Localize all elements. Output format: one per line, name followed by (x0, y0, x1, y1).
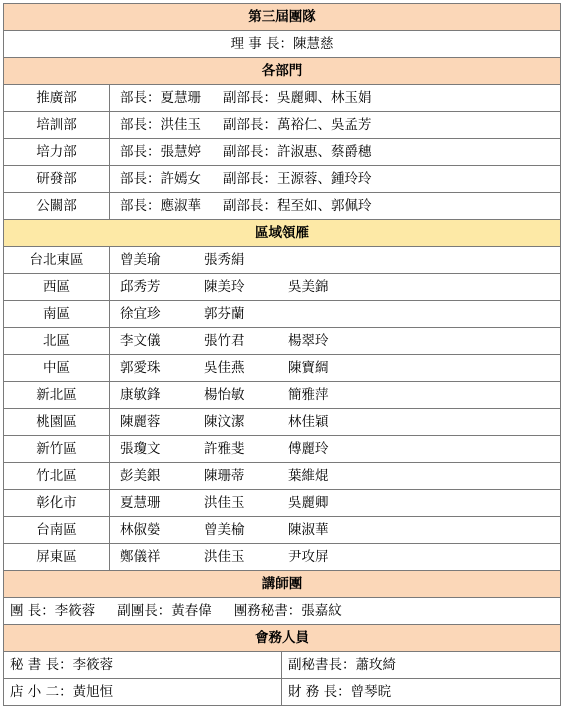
region-leaders (110, 382, 561, 409)
department-row (4, 112, 561, 139)
chairman-label: 理 事 長： (230, 36, 294, 52)
leader-name: 曾美瑜 (120, 252, 161, 268)
region-leaders (110, 274, 561, 301)
leader-name: 郭愛珠 (120, 360, 161, 376)
leader-name: 洪佳玉 (204, 549, 245, 565)
staff-header-row (4, 625, 561, 652)
head-label: 部長： (120, 90, 161, 106)
head-name: 洪佳玉 (160, 117, 201, 133)
leader-name: 傅麗玲 (288, 441, 329, 457)
region-row (4, 274, 561, 301)
leader-name: 林俶嫈 (120, 522, 161, 538)
staff-label: 店 小 二： (10, 684, 73, 700)
leader-name: 陳淑華 (288, 522, 329, 538)
department-name: 培力部 (4, 139, 110, 166)
region-leaders (110, 247, 561, 274)
deputy-label: 副部長： (223, 144, 277, 160)
deputy-names: 萬裕仁、吳孟芳 (277, 117, 372, 133)
region-leaders (110, 436, 561, 463)
leader-name: 李文儀 (120, 333, 161, 349)
deputy-label: 副部長： (223, 117, 277, 133)
region-name: 桃園區 (4, 409, 110, 436)
departments-title: 各部門 (4, 58, 561, 85)
chairman-name: 陳慧慈 (293, 36, 334, 52)
leader-name: 尹攻屏 (288, 549, 329, 565)
region-leaders (110, 517, 561, 544)
lecturer-name: 李筱蓉 (54, 603, 96, 619)
lecturers-row (4, 598, 561, 625)
department-leaders (110, 139, 561, 166)
deputy-names: 程至如、郭佩玲 (277, 198, 372, 214)
region-row (4, 409, 561, 436)
staff-name: 蕭玫綺 (355, 657, 396, 673)
lecturer-label: 團務秘書： (233, 603, 302, 619)
lecturer-label: 團 長： (10, 603, 55, 619)
deputy-names: 許淑惠、蔡爵穗 (277, 144, 372, 160)
leader-name: 康敏鋒 (120, 387, 161, 403)
leader-name: 葉維焜 (288, 468, 329, 484)
leader-name: 陳寶綢 (288, 360, 329, 376)
leader-name: 簡雅萍 (288, 387, 329, 403)
team-roster-table (3, 3, 561, 706)
leader-name: 陳美玲 (204, 279, 245, 295)
leader-name: 洪佳玉 (204, 495, 245, 511)
region-leaders (110, 409, 561, 436)
region-name: 彰化市 (4, 490, 110, 517)
leader-name: 張秀絹 (204, 252, 245, 268)
region-name: 新北區 (4, 382, 110, 409)
chairman-row (4, 31, 561, 58)
deputy-names: 吳麗卿、林玉娟 (277, 90, 372, 106)
head-name: 許嫣女 (160, 171, 201, 187)
regions-header-row (4, 220, 561, 247)
head-label: 部長： (120, 198, 161, 214)
region-leaders (110, 355, 561, 382)
leader-name: 鄭儀祥 (120, 549, 161, 565)
head-name: 應淑華 (160, 198, 201, 214)
leader-name: 郭芬蘭 (204, 306, 245, 322)
region-leaders (110, 463, 561, 490)
staff-row (4, 679, 561, 706)
team-title: 第三屆團隊 (4, 4, 561, 31)
team-title-row (4, 4, 561, 31)
region-name: 新竹區 (4, 436, 110, 463)
region-leaders (110, 328, 561, 355)
leader-name: 曾美榆 (204, 522, 245, 538)
leader-name: 陳汶潔 (204, 414, 245, 430)
region-row (4, 247, 561, 274)
region-row (4, 382, 561, 409)
region-row (4, 517, 561, 544)
staff-name: 李筱蓉 (72, 657, 114, 673)
head-label: 部長： (120, 171, 161, 187)
department-leaders (110, 193, 561, 220)
deputy-names: 王源蓉、鍾玲玲 (277, 171, 372, 187)
leader-name: 吳佳燕 (204, 360, 245, 376)
regions-title: 區域領雁 (4, 220, 561, 247)
region-row (4, 436, 561, 463)
leader-name: 陳珊蒂 (204, 468, 245, 484)
region-name: 中區 (4, 355, 110, 382)
region-row (4, 544, 561, 571)
leader-name: 吳美錦 (288, 279, 329, 295)
region-name: 竹北區 (4, 463, 110, 490)
region-row (4, 355, 561, 382)
department-row (4, 139, 561, 166)
staff-label: 財 務 長： (288, 684, 351, 700)
leader-name: 張瓊文 (120, 441, 161, 457)
department-leaders (110, 112, 561, 139)
staff-right-cell (282, 679, 561, 706)
deputy-label: 副部長： (223, 171, 277, 187)
leader-name: 彭美銀 (120, 468, 161, 484)
region-leaders (110, 544, 561, 571)
staff-title: 會務人員 (4, 625, 561, 652)
lecturer-label: 副團長： (117, 603, 172, 619)
region-name: 屏東區 (4, 544, 110, 571)
leader-name: 張竹君 (204, 333, 245, 349)
leader-name: 楊怡敏 (204, 387, 245, 403)
department-name: 研發部 (4, 166, 110, 193)
region-row (4, 301, 561, 328)
head-name: 夏慧珊 (160, 90, 201, 106)
staff-name: 曾琴晥 (350, 684, 392, 700)
leader-name: 林佳穎 (288, 414, 329, 430)
department-row (4, 85, 561, 112)
leader-name: 陳麗蓉 (120, 414, 161, 430)
lecturer-name: 張嘉紋 (301, 603, 342, 619)
lecturers-header-row (4, 571, 561, 598)
department-leaders (110, 166, 561, 193)
region-row (4, 328, 561, 355)
department-row (4, 166, 561, 193)
head-label: 部長： (120, 117, 161, 133)
leader-name: 楊翠玲 (288, 333, 329, 349)
staff-name: 黃旭恒 (72, 684, 114, 700)
region-row (4, 490, 561, 517)
staff-left-cell (4, 652, 282, 679)
staff-label: 副秘書長： (288, 657, 356, 673)
leader-name: 吳麗卿 (288, 495, 329, 511)
department-leaders (110, 85, 561, 112)
head-label: 部長： (120, 144, 161, 160)
leader-name: 許雅斐 (204, 441, 245, 457)
chairman-cell (4, 31, 561, 58)
leader-name: 夏慧珊 (120, 495, 161, 511)
region-leaders (110, 490, 561, 517)
department-name: 公關部 (4, 193, 110, 220)
region-name: 南區 (4, 301, 110, 328)
leader-name: 邱秀芳 (120, 279, 161, 295)
department-row (4, 193, 561, 220)
region-row (4, 463, 561, 490)
head-name: 張慧婷 (160, 144, 201, 160)
staff-left-cell (4, 679, 282, 706)
lecturers-title: 講師團 (4, 571, 561, 598)
lecturers-cell (4, 598, 561, 625)
staff-label: 秘 書 長： (10, 657, 73, 673)
region-name: 北區 (4, 328, 110, 355)
deputy-label: 副部長： (223, 90, 277, 106)
region-leaders (110, 301, 561, 328)
deputy-label: 副部長： (223, 198, 277, 214)
region-name: 台北東區 (4, 247, 110, 274)
department-name: 推廣部 (4, 85, 110, 112)
lecturer-name: 黃春偉 (171, 603, 212, 619)
staff-right-cell (282, 652, 561, 679)
departments-header-row (4, 58, 561, 85)
leader-name: 徐宜珍 (120, 306, 161, 322)
region-name: 西區 (4, 274, 110, 301)
staff-row (4, 652, 561, 679)
department-name: 培訓部 (4, 112, 110, 139)
region-name: 台南區 (4, 517, 110, 544)
